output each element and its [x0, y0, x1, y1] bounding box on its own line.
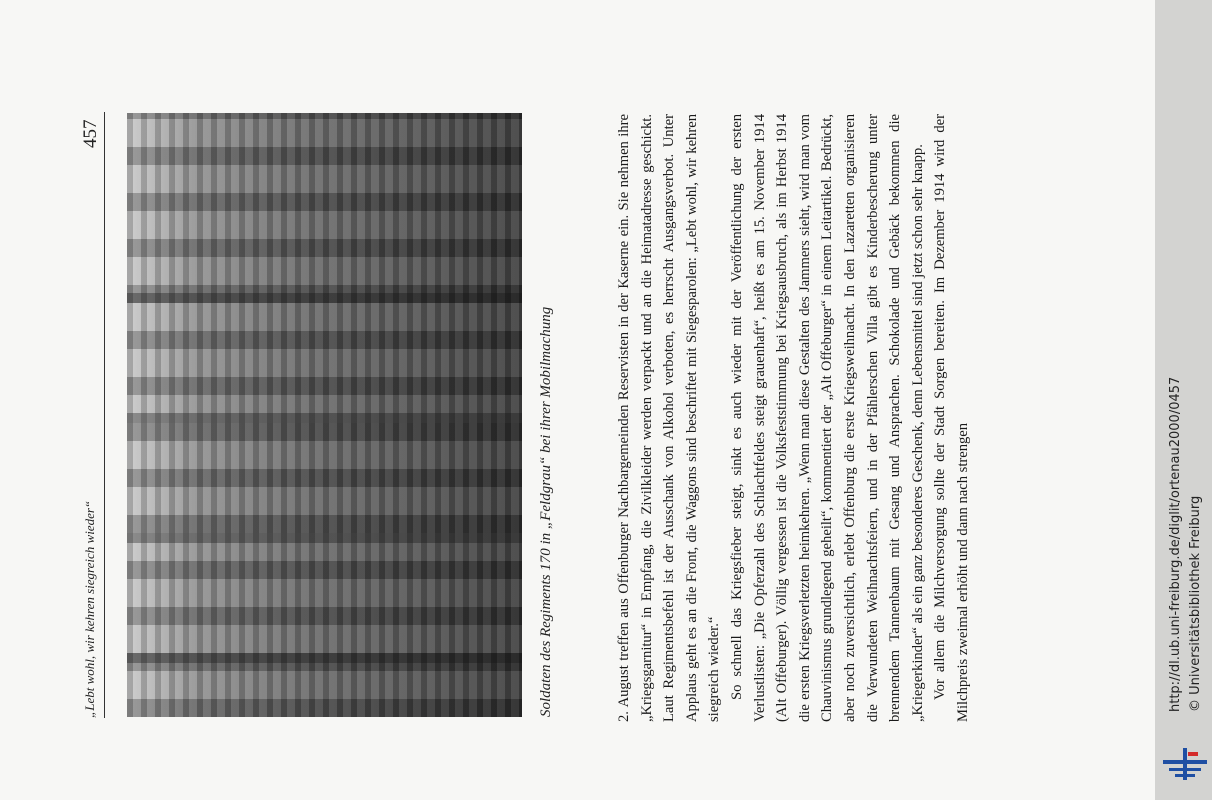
source-url-link[interactable]: http://dl.ub.uni-freiburg.de/diglit/ortenau2000/0457: [1168, 376, 1183, 712]
photo-shadow-band: [127, 533, 522, 543]
body-paragraph: Vor allem die Milchversorgung sollte der Stadt Sorgen bereiten. Im Dezember 1914 wird der Milchpreis zweimal erhöht und dann nach strengen: [932, 114, 971, 722]
body-paragraph: 2. August treffen aus Offenburger Nachbargemeinden Reservisten in der Kaserne ein. Sie nehmen ihre „Kriegsgarnitur“ in Empfang, die Zivilkleider werden verpackt und an die Heimatadresse geschickt. Laut Regimentsbefehl ist der Ausschank von Alkohol verboten, es herrscht Ausgangsverbot. Unter Applaus geht es an die Front, die Waggons sind beschriftet mit Siegesparolen: „Lebt wohl, wir kehren siegreich wieder.“: [616, 114, 723, 722]
running-header-title: „Lebt wohl, wir kehren siegreich wieder“: [82, 500, 97, 718]
photo-shadow-band: [127, 653, 522, 663]
copyright-notice: © Universitätsbibliothek Freiburg: [1188, 495, 1203, 712]
photo-shadow-band: [127, 413, 522, 423]
library-logo-icon: [1163, 748, 1207, 780]
body-text: [613, 114, 975, 722]
body-paragraph: So schnell das Kriegsfieber steigt, sinkt es auch wieder mit der Veröffentlichung der ersten Verlustlisten: „Die Opferzahl des Schlachtfeldes steigt grauenhaft“, heißt es am 15. November 1914 (Alt Offeburger). Völlig vergessen ist die Volksfeststimmung bei Kriegsausbruch, als im Herbst 1914 die ersten Kriegsverletzten heimkehren. „Wenn man diese Gestalten des Jammers sieht, wird man vom Chauvinismus grundlegend geheilt“, kommentiert der „Alt Offeburger“ in einem Leitartikel. Bedrückt, aber noch zuversichtlich, erlebt Offenburg die erste Kriegsweihnacht. In den Lazaretten organisieren die Verwundeten Weihnachtsfeiern, und in der Pfählerschen Villa gibt es Kinderbescherung unter brennendem Tannenbaum mit Gesang und Ansprachen. Schokolade und Gebäck bekommen die „Kriegerkinder“ als ein ganz besonderes Geschenk, denn Lebensmittel sind jetzt schon sehr knapp.: [728, 114, 926, 722]
header-rule: [104, 112, 105, 718]
figure-caption: Soldaten des Regiments 170 in „Feldgrau“ bei ihrer Mobilmachung: [538, 306, 554, 717]
viewer-sidebar: [1155, 0, 1212, 800]
photo-shadow-band: [127, 293, 522, 303]
regiment-photograph: [127, 113, 522, 717]
page-number: 457: [80, 119, 101, 148]
